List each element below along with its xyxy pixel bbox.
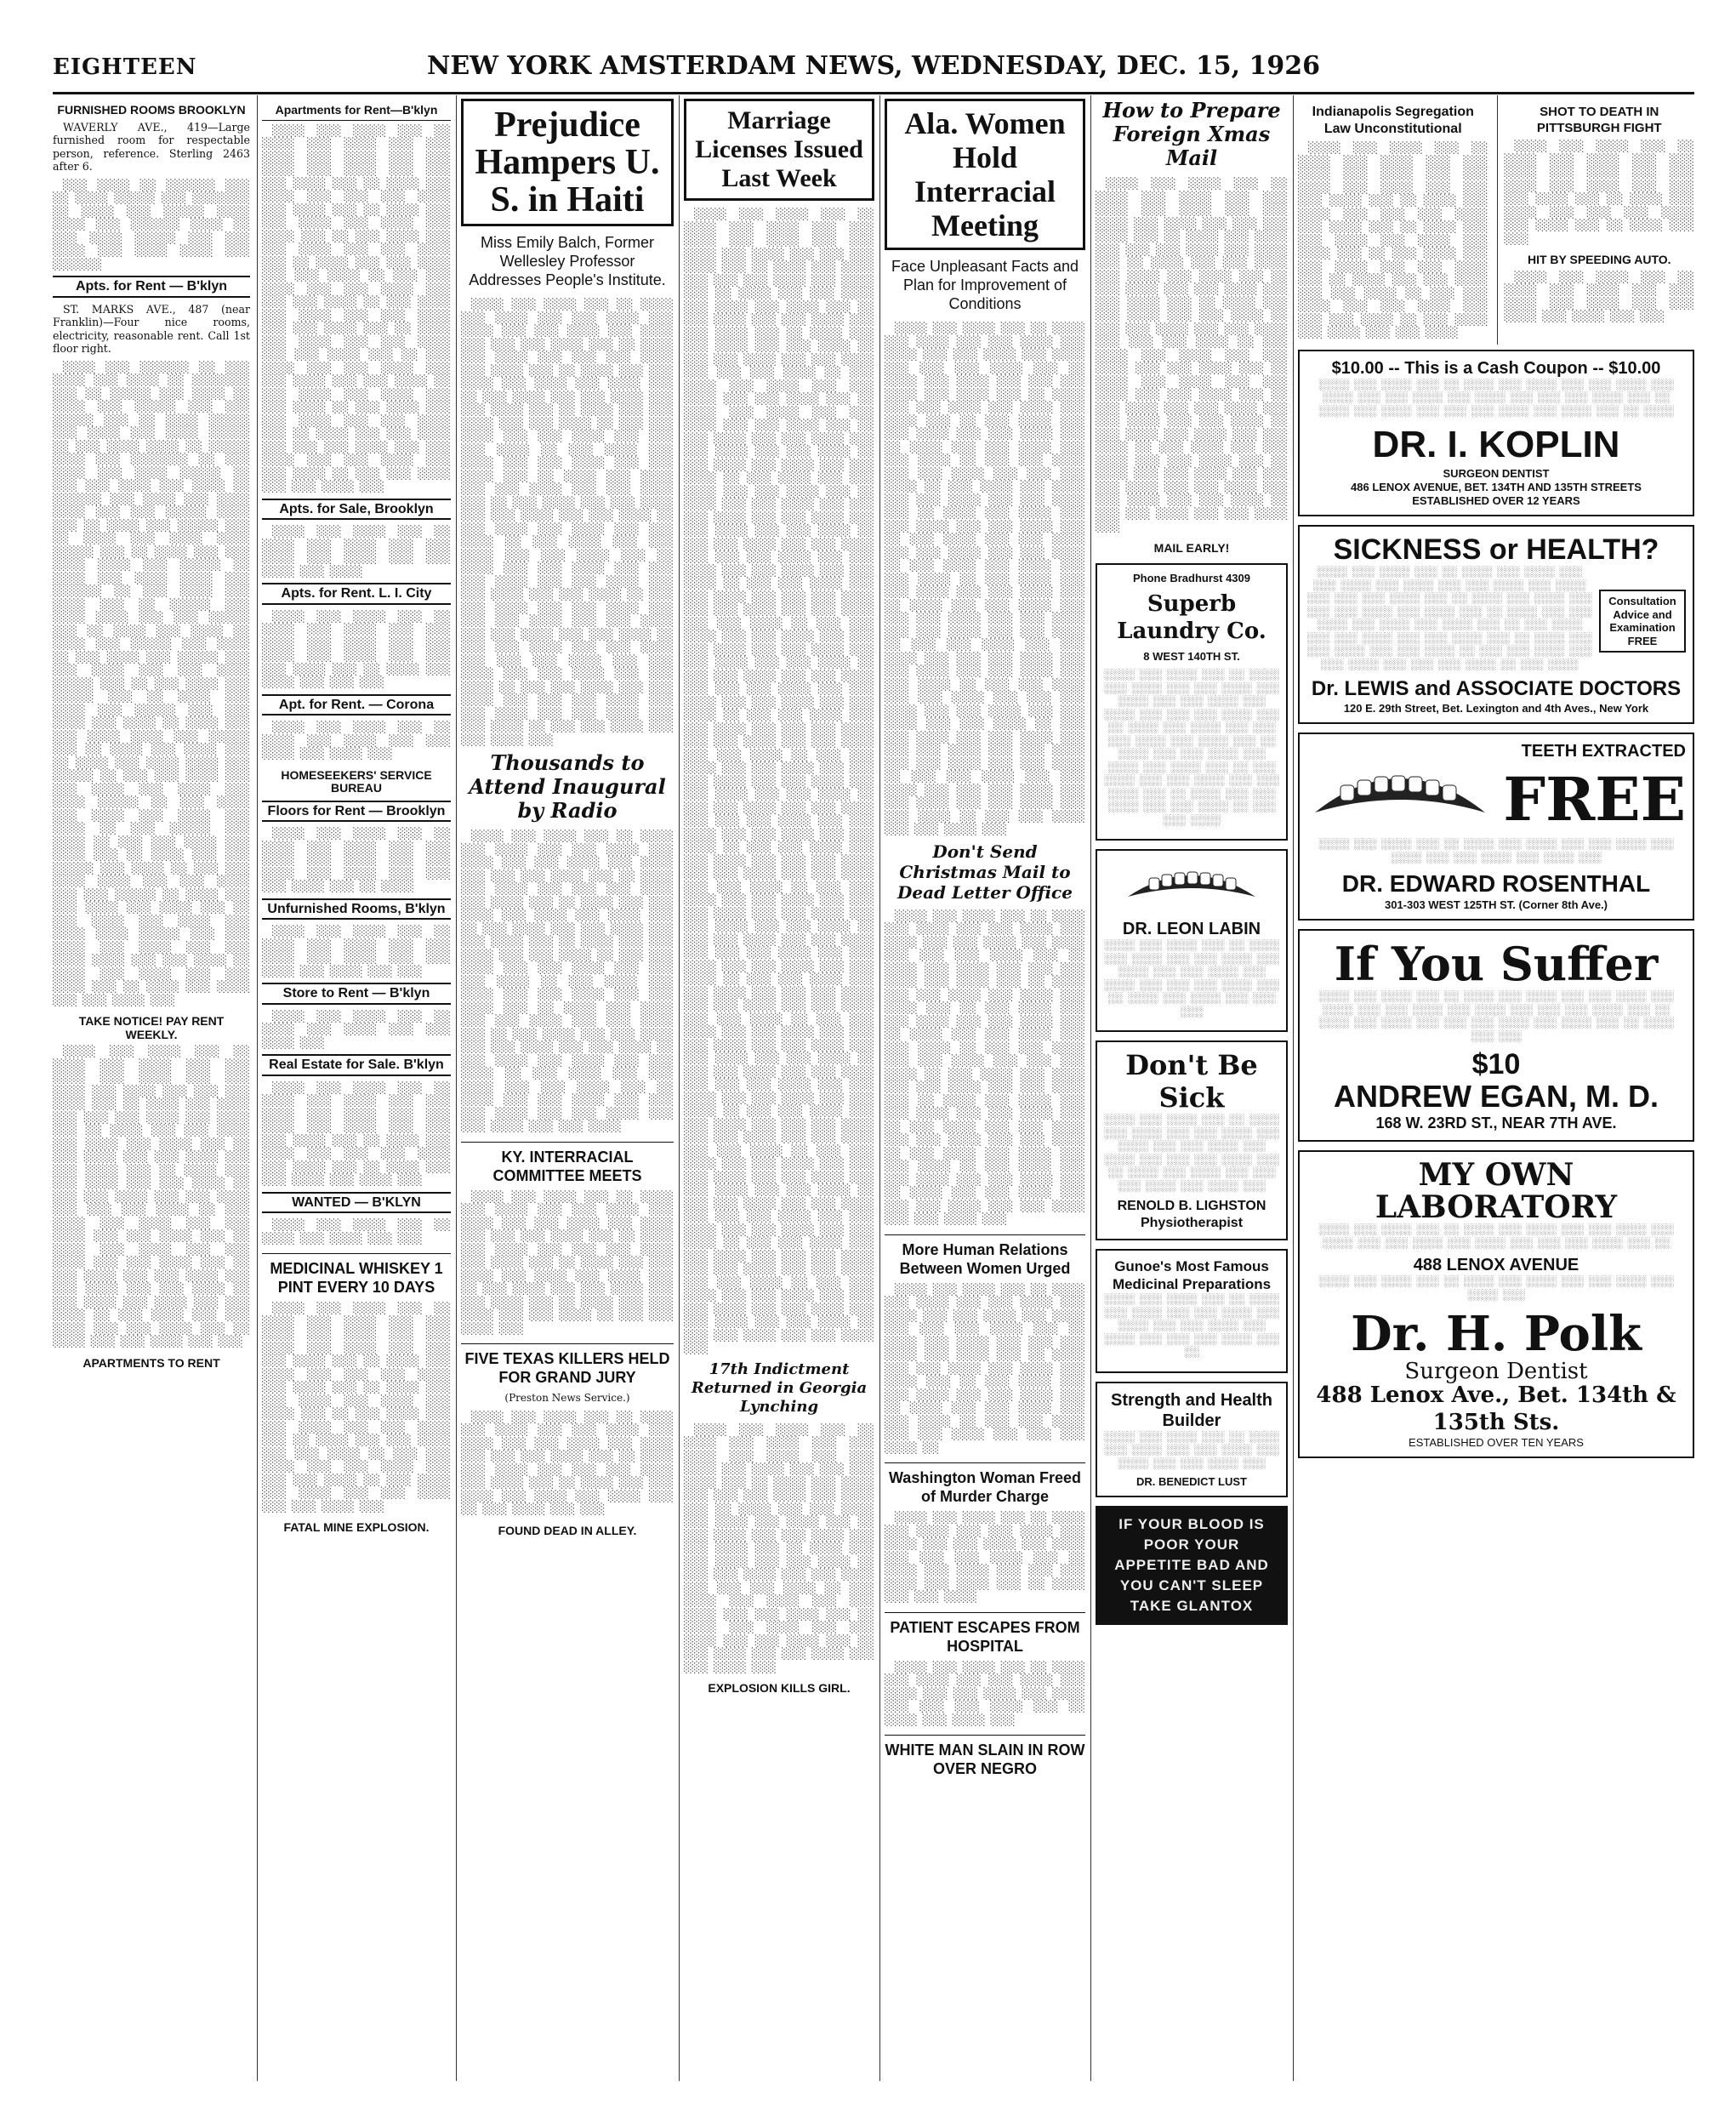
- ad-heading: HOMESEEKERS' SERVICE BUREAU: [281, 767, 432, 795]
- filler-text: ░░░░ ░░░ ░░░░ ░░░ ░░ ░░░░ ░░░ ░░░░ ░░░ ░░░ ░░░░ ░░░ ░░░░ ░░░ ░░░ ░░░░ ░░░ ░░░░ ░░░ ░░░ ░░░ ░░░░ ░░░ ░░ ░░░░ ░░░ ░░░░ ░░░ ░░░ ░░░ ░░░░ ░░░ ░░░░ ░░░ ░░ ░░░░ ░░░ ░░░ ░░░░ ░░░ ░░░░ ░░░ ░░░░ ░░░ ░░ ░░░ ░░░░ ░░░ ░░░ ░░░░ ░░░ ░░░ ░░░░ ░░░ ░░ ░░░░ ░░░ ░░░ ░░░░ ░░░ ░░░ ░░░░ ░░ ░░░ ░░░ ░░░░ ░░░ ░░░ ░░░░ ░░░ ░░░ ░░░ ░░░░ ░░ ░░░ ░░░░ ░░░ ░░░░ ░░░ ░░░ ░░░░ ░░░ ░░░ ░░░░ ░░░ ░░ ░░░░ ░░░ ░░░░ ░░░ ░░░ ░░░░ ░░░ ░░░ ░░░░ ░░░ ░░ ░░░ ░░░░ ░░░ ░░░ ░░░░ ░░░ ░░░ ░░░░ ░░░ ░░░ ░░░░ ░░ ░░░ ░░░░ ░░░ ░░░░ ░░░ ░░░ ░░░░ ░░ ░░░ ░░░░ ░░░ ░░░ ░░░░ ░░░ ░░░ ░░░░ ░░░ ░░ ░░░░ ░░░ ░░░ ░░░░ ░░░ ░░░ ░░░ ░░░░ ░░░ ░░░ ░░░░ ░░░ ░░░ ░░░░ ░░░: [885, 909, 1085, 1225]
- column-rule: [1090, 95, 1091, 2081]
- dentist-name: DR. LEON LABIN: [1122, 920, 1261, 938]
- newspaper-title: NEW YORK AMSTERDAM NEWS, WEDNESDAY, DEC. 15, 1926: [426, 51, 1321, 81]
- ad-heading: If You Suffer: [1334, 937, 1659, 991]
- section-heading: Apts. for Sale, Brooklyn: [262, 499, 451, 521]
- filler-text: ░░░░ ░░░ ░░░░ ░░░ ░░ ░░░░ ░░░ ░░░░ ░░░ ░░░ ░░░░ ░░░ ░░░░ ░░░ ░░░ ░░░░ ░░░ ░░░░ ░░░ ░░░ ░░░ ░░░░ ░░░ ░░ ░░░░: [262, 827, 451, 892]
- section-heading: Floors for Rent — Brooklyn: [262, 801, 451, 823]
- story-headline: FIVE TEXAS KILLERS HELD FOR GRAND JURY: [461, 1343, 674, 1387]
- ad-glantox: [1096, 1506, 1288, 1625]
- ad-address: 120 E. 29th Street, Bet. Lexington and 4th Aves., New York: [1343, 702, 1649, 715]
- ad-superb-laundry: [1096, 563, 1288, 841]
- wire-credit: (Preston News Service.): [504, 1392, 630, 1404]
- column-ads-mail: [1096, 95, 1288, 2081]
- ad-haelepron: [1096, 1382, 1288, 1498]
- section-heading: Store to Rent — B'klyn: [262, 983, 451, 1005]
- filler-text: ░░░░ ░░░ ░░░░ ░░░ ░░ ░░░░ ░░░ ░░░░ ░░░ ░░░ ░░░░ ░░░ ░░░░ ░░░ ░░░ ░░░░ ░░░ ░░░░: [262, 525, 451, 578]
- column-rule: [456, 95, 457, 2081]
- story-headline: How to Prepare Foreign Xmas Mail: [1102, 98, 1281, 170]
- dentist-address: 488 Lenox Ave., Bet. 134th & 135th Sts.: [1316, 1382, 1676, 1435]
- story-headline: 17th Indictment Returned in Georgia Lynching: [691, 1360, 868, 1416]
- ad-dr-leon-labin: [1096, 849, 1288, 1032]
- filler-text: ░░░░ ░░░ ░░░░ ░░░ ░░ ░░░░ ░░░ ░░░░ ░░░ ░░░ ░░░░ ░░░ ░░░░ ░░░ ░░░ ░░░░ ░░░ ░░░░ ░░░ ░░░ ░░░ ░░░░ ░░░ ░░ ░░░░ ░░░ ░░░░ ░░░ ░░░ ░░░ ░░░░ ░░░ ░░░░ ░░░ ░░ ░░░░ ░░░ ░░░ ░░░░ ░░░ ░░░░ ░░░ ░░░░ ░░░ ░░ ░░░ ░░░░ ░░░ ░░░ ░░░░ ░░░ ░░░ ░░░░ ░░░ ░░ ░░░░ ░░░ ░░░ ░░░░ ░░░ ░░░ ░░░░ ░░ ░░░ ░░░ ░░░░ ░░░ ░░░ ░░░░ ░░░ ░░░ ░░░ ░░░░ ░░ ░░░ ░░░░ ░░░ ░░░░ ░░░ ░░░ ░░░░ ░░░ ░░░ ░░░░ ░░░ ░░ ░░░░ ░░░ ░░░░ ░░░ ░░░ ░░░░ ░░░ ░░░ ░░░░ ░░░ ░░ ░░░ ░░░░ ░░░ ░░░ ░░░░ ░░░ ░░░ ░░░░ ░░░ ░░░ ░░░░ ░░ ░░░ ░░░░ ░░░ ░░░░ ░░░ ░░░ ░░░░ ░░ ░░░ ░░░░ ░░░ ░░░ ░░░░ ░░░ ░░░ ░░░░ ░░░ ░░ ░░░░ ░░░ ░░░ ░░░░ ░░░ ░░░ ░░░ ░░░░ ░░░ ░░░ ░░░░ ░░░ ░░░ ░░░░ ░░░ ░░░ ░░░░ ░░ ░░░ ░░░ ░░░░ ░░░ ░░░ ░░░░ ░░░: [1096, 177, 1288, 533]
- column-marriage-licenses: [684, 95, 874, 2081]
- filler-text: ░░░░ ░░░ ░░░░ ░░░ ░░ ░░░░ ░░░ ░░░░ ░░░ ░░░ ░░░░ ░░░ ░░░░ ░░░ ░░░ ░░░░ ░░░ ░░░░ ░░░ ░░░ ░░░ ░░░░ ░░░ ░░ ░░░░ ░░░ ░░░░ ░░░ ░░░ ░░░ ░░░░ ░░░ ░░░░ ░░░ ░░ ░░░░ ░░░ ░░░ ░░░░ ░░░ ░░░░ ░░░ ░░░░ ░░░ ░░ ░░░ ░░░░ ░░░ ░░░ ░░░░ ░░░ ░░░ ░░░░ ░░░ ░░ ░░░░ ░░░ ░░░ ░░░░ ░░░ ░░░ ░░░░ ░░ ░░░ ░░░ ░░░░ ░░░: [461, 1189, 674, 1335]
- column-news-alabama: [885, 95, 1085, 2081]
- filler-text: ░░░░ ░░░ ░░░░ ░░░ ░░ ░░░░ ░░░ ░░░░ ░░░ ░░░ ░░░░ ░░░ ░░░░ ░░░: [1318, 1275, 1674, 1301]
- filler-text: ░░░░ ░░░ ░░░░ ░░░ ░░ ░░░░ ░░░ ░░░░ ░░░ ░░░ ░░░░ ░░░ ░░░░ ░░░ ░░░ ░░░░ ░░░ ░░░░ ░░░ ░░░: [1504, 270, 1694, 322]
- page-number: EIGHTEEN: [53, 54, 197, 80]
- ad-rosenthal: [1298, 733, 1694, 921]
- filler-text: ░░░░ ░░░ ░░░░ ░░░ ░░ ░░░░ ░░░ ░░░░ ░░░ ░░░ ░░░░ ░░░ ░░░░ ░░░ ░░░ ░░░░ ░░░ ░░░░ ░░░ ░░░ ░░░ ░░░░ ░░░ ░░ ░░░░ ░░░ ░░░░ ░░░ ░░░ ░░░ ░░░░ ░░░ ░░░░ ░░░ ░░ ░░░░ ░░░ ░░░ ░░░░ ░░░ ░░░░ ░░░ ░░░░ ░░░ ░░ ░░░ ░░░░ ░░░ ░░░ ░░░░ ░░░ ░░░ ░░░░ ░░░ ░░ ░░░░ ░░░ ░░░ ░░░░ ░░░ ░░░ ░░░░ ░░ ░░░ ░░░ ░░░░ ░░░ ░░░ ░░░░ ░░░ ░░░ ░░░ ░░░░ ░░ ░░░ ░░░░ ░░░ ░░░░ ░░░ ░░░ ░░░░ ░░░ ░░░ ░░░░ ░░░ ░░ ░░░░ ░░░ ░░░░ ░░░ ░░░ ░░░░ ░░░ ░░░ ░░░░ ░░░ ░░ ░░░ ░░░░ ░░░ ░░░ ░░░░ ░░░ ░░░ ░░░░ ░░░ ░░░ ░░░░ ░░ ░░░ ░░░░ ░░░ ░░░░ ░░░ ░░░ ░░░░ ░░ ░░░ ░░░░ ░░░ ░░░ ░░░░ ░░░ ░░░ ░░░░ ░░░ ░░ ░░░░ ░░░ ░░░ ░░░░ ░░░ ░░░ ░░░ ░░░░ ░░░ ░░░ ░░░░ ░░░ ░░░ ░░░░ ░░░ ░░░ ░░░░ ░░ ░░░ ░░░ ░░░░ ░░░ ░░░ ░░░░ ░░░ ░░░ ░░░ ░░░░ ░░░ ░░░ ░░░░ ░░░ ░░░ ░░░░ ░░░ ░░░ ░░░░ ░░ ░░░ ░░░ ░░░░ ░░░ ░░░ ░░░░ ░░░ ░░░ ░░░ ░░░░ ░░░ ░░░ ░░░░ ░░░ ░░░ ░░░░ ░░░ ░░░ ░░░░ ░░ ░░░ ░░░ ░░░░ ░░░ ░░░ ░░░░ ░░░ ░░░ ░░░ ░░░░ ░░░ ░░░ ░░░░ ░░░ ░░░ ░░░░ ░░░ ░░░ ░░░░ ░░ ░░░ ░░░ ░░░░ ░░░ ░░░ ░░░░ ░░░ ░░░ ░░░ ░░░░ ░░░ ░░░ ░░░░ ░░░ ░░░ ░░░░ ░░░ ░░░ ░░░░ ░░ ░░░ ░░░ ░░░░ ░░░ ░░░ ░░░░ ░░░ ░░░ ░░░ ░░░░ ░░░ ░░░ ░░░░ ░░░ ░░░ ░░░░ ░░░ ░░░ ░░░░ ░░ ░░░ ░░░ ░░░░ ░░░ ░░░ ░░░░ ░░░ ░░░ ░░░ ░░░░ ░░░ ░░░ ░░░░ ░░░ ░░░ ░░░░ ░░░ ░░░ ░░░░ ░░ ░░░ ░░░ ░░░░ ░░░ ░░░ ░░░░ ░░░ ░░░ ░░░ ░░░░ ░░░ ░░░ ░░░░ ░░░ ░░░ ░░░░ ░░░ ░░░ ░░░░ ░░ ░░░ ░░░ ░░░░ ░░░ ░░░ ░░░░ ░░░ ░░░ ░░░ ░░░░ ░░░ ░░░ ░░░░ ░░░ ░░░ ░░░░ ░░░ ░░░ ░░░░ ░░ ░░░ ░░░ ░░░░ ░░░ ░░░ ░░░░ ░░░ ░░░ ░░░ ░░░░ ░░░ ░░░ ░░░░ ░░░ ░░░ ░░░░ ░░░ ░░░ ░░░░ ░░ ░░░ ░░░ ░░░░ ░░░ ░░░ ░░░░ ░░░ ░░░ ░░░ ░░░░ ░░░ ░░░ ░░░░ ░░░ ░░░ ░░░░ ░░░ ░░░ ░░░░ ░░ ░░░ ░░░ ░░░░ ░░░ ░░░ ░░░░ ░░░ ░░░ ░░░ ░░░░ ░░░ ░░░ ░░░░ ░░░ ░░░ ░░░░ ░░░ ░░░ ░░░░ ░░ ░░░ ░░░ ░░░░ ░░░ ░░░ ░░░░ ░░░ ░░░ ░░░ ░░░░ ░░░ ░░░ ░░░░ ░░░ ░░░ ░░░░ ░░░ ░░░ ░░░░ ░░ ░░░ ░░░ ░░░░ ░░░ ░░░ ░░░░ ░░░ ░░░ ░░░ ░░░░ ░░░ ░░░ ░░░░ ░░░ ░░░ ░░░░ ░░░ ░░░ ░░░░ ░░ ░░░ ░░░ ░░░░ ░░░ ░░░ ░░░░ ░░░ ░░░ ░░░ ░░░░ ░░░ ░░░ ░░░░ ░░░ ░░░ ░░░░ ░░░ ░░░ ░░░░ ░░ ░░░ ░░░ ░░░░ ░░░ ░░░ ░░░░ ░░░ ░░░ ░░░ ░░░░ ░░░ ░░░ ░░░░ ░░░ ░░░ ░░░░ ░░░ ░░░ ░░░░ ░░ ░░░ ░░░ ░░░░ ░░░ ░░░ ░░░░ ░░░ ░░░ ░░░ ░░░░ ░░░ ░░░ ░░░░ ░░░ ░░░ ░░░░ ░░░ ░░░ ░░░░ ░░ ░░░ ░░░ ░░░░ ░░░ ░░░ ░░░░ ░░░ ░░░ ░░░ ░░░░ ░░░ ░░░ ░░░░ ░░░ ░░░ ░░░░ ░░░ ░░░ ░░░░ ░░ ░░░ ░░░ ░░░░ ░░░ ░░░ ░░░░ ░░░ ░░░ ░░░ ░░░░ ░░░ ░░░ ░░░░ ░░░ ░░░ ░░░░ ░░░ ░░░ ░░░░ ░░ ░░░ ░░░ ░░░░ ░░░ ░░░ ░░░░ ░░░: [684, 208, 874, 1354]
- filler-text: ░░░░ ░░░ ░░░░ ░░░ ░░ ░░░░ ░░░ ░░░░ ░░░ ░░░: [262, 1218, 451, 1245]
- section-heading: FURNISHED ROOMS BROOKLYN: [57, 103, 246, 117]
- ad-heading: Strength and Health Builder: [1110, 1390, 1272, 1430]
- filler-text: ░░░░ ░░░ ░░░░ ░░░ ░░ ░░░░ ░░░ ░░░░ ░░░ ░░░ ░░░░ ░░░ ░░░░ ░░░ ░░░ ░░░░ ░░░ ░░░░ ░░░ ░░░: [262, 925, 451, 978]
- ad-heading: Don't Be Sick: [1125, 1049, 1258, 1114]
- story-headline: More Human Relations Between Women Urged: [885, 1234, 1085, 1278]
- story-headline: MEDICINAL WHISKEY 1 PINT EVERY 10 DAYS: [262, 1253, 451, 1297]
- filler-text: ░░░░ ░░░ ░░░░ ░░░ ░░ ░░░░ ░░░ ░░░░ ░░░ ░░░ ░░░░ ░░░ ░░░░ ░░░ ░░░ ░░░░ ░░░ ░░░░ ░░░ ░░░ ░░░ ░░░░ ░░░ ░░ ░░░░ ░░░ ░░░░ ░░░ ░░░ ░░░ ░░░░ ░░░ ░░░░ ░░░ ░░ ░░░░ ░░░ ░░░ ░░░░ ░░░ ░░░░ ░░░ ░░░░ ░░░ ░░ ░░░ ░░░░ ░░░ ░░░ ░░░░ ░░░ ░░░ ░░░░ ░░░ ░░ ░░░░ ░░░ ░░░ ░░░░ ░░░ ░░░ ░░░░ ░░ ░░░ ░░░ ░░░░ ░░░ ░░░ ░░░░ ░░░ ░░░ ░░░ ░░░░ ░░ ░░░ ░░░░ ░░░ ░░░░ ░░░ ░░░ ░░░░: [1298, 141, 1488, 339]
- ad-heading: MY OWN LABORATORY: [1375, 1157, 1618, 1225]
- doctor-name: ANDREW EGAN, M. D.: [1334, 1079, 1659, 1114]
- filler-text: ░░░░ ░░░ ░░░░ ░░░ ░░ ░░░░ ░░░ ░░░░ ░░░ ░░░ ░░░░ ░░░ ░░░░ ░░░ ░░░ ░░░░ ░░░ ░░░░ ░░░ ░░░ ░░░ ░░░░ ░░░ ░░ ░░░░ ░░░ ░░░░ ░░░ ░░░ ░░░ ░░░░ ░░░ ░░░░ ░░░ ░░ ░░░░ ░░░ ░░░ ░░░░ ░░░ ░░░░ ░░░ ░░░░ ░░░ ░░ ░░░ ░░░░ ░░░ ░░░ ░░░░ ░░░ ░░░ ░░░░ ░░░ ░░ ░░░░ ░░░ ░░░ ░░░░ ░░░ ░░░ ░░░░ ░░ ░░░ ░░░ ░░░░: [1104, 669, 1279, 826]
- filler-text: ░░░░ ░░░ ░░░░ ░░░ ░░ ░░░░ ░░░ ░░░░ ░░░ ░░░ ░░░░ ░░░ ░░░░ ░░░ ░░░ ░░░░ ░░░ ░░░░ ░░░ ░░░ ░░░ ░░░░ ░░░ ░░ ░░░░ ░░░ ░░░░ ░░░ ░░░ ░░░ ░░░░ ░░░ ░░░░ ░░░ ░░ ░░░░ ░░░ ░░░ ░░░░ ░░░ ░░░░ ░░░ ░░░░ ░░░ ░░ ░░░ ░░░░ ░░░ ░░░ ░░░░ ░░░ ░░░ ░░░░ ░░░ ░░ ░░░░ ░░░ ░░░ ░░░░ ░░░ ░░░ ░░░░ ░░ ░░░ ░░░ ░░░░ ░░░ ░░░ ░░░░ ░░░ ░░░ ░░░ ░░░░ ░░ ░░░ ░░░░ ░░░ ░░░░ ░░░ ░░░ ░░░░ ░░░ ░░░ ░░░░ ░░░: [262, 1302, 451, 1513]
- column-classifieds-1: [53, 95, 250, 2081]
- column-rule: [1293, 95, 1294, 2081]
- filler-text: ░░░░ ░░░ ░░░░ ░░░ ░░ ░░░░ ░░░ ░░░░ ░░░ ░░░ ░░░░ ░░░: [262, 1009, 451, 1049]
- story-headline: Washington Woman Freed of Murder Charge: [885, 1462, 1085, 1506]
- filler-text: ░░░░ ░░░ ░░░░ ░░░ ░░ ░░░░ ░░░ ░░░░ ░░░ ░░░ ░░░░ ░░░ ░░░░ ░░░ ░░░ ░░░░ ░░░ ░░░░ ░░░ ░░░ ░░░ ░░░░ ░░░ ░░ ░░░░ ░░░ ░░░░ ░░░ ░░░ ░░░ ░░░░ ░░░ ░░░░ ░░░ ░░ ░░░░ ░░░ ░░░: [1504, 140, 1694, 245]
- doctor-address: 168 W. 23RD ST., NEAR 7TH AVE.: [1375, 1115, 1617, 1132]
- filler-text: ░░░ ░░░░ ░░ ░░░░░░ ░░░ ░░ ░░░░ ░░░░░ ░░░ ░░░░░░░ ░░ ░░░░ ░░░ ░░░░░ ░░░░ ░░░░ ░░░ ░░░░░░ ░░░░ ░░ ░░░ ░░░░ ░░░░░ ░░░ ░░░ ░░░░ ░░░ ░░░░ ░░░░ ░░░ ░░░░░░: [53, 178, 250, 271]
- ad-lewis-doctors: [1298, 525, 1694, 724]
- story-headline: HIT BY SPEEDING AUTO.: [1527, 253, 1671, 266]
- filler-text: ░░░░ ░░░ ░░░░ ░░░ ░░ ░░░░ ░░░ ░░░░ ░░░ ░░░ ░░░░ ░░░ ░░░░ ░░░ ░░░ ░░░░ ░░░ ░░░░ ░░░ ░░░ ░░░ ░░░░ ░░░ ░░ ░░░░ ░░░ ░░░░ ░░░ ░░░ ░░░ ░░░░ ░░░ ░░░░ ░░░ ░░ ░░░░ ░░░ ░░░ ░░░░ ░░░ ░░░░ ░░░: [262, 1080, 451, 1186]
- dentist-address: 301-303 WEST 125TH ST. (Corner 8th Ave.): [1384, 898, 1608, 911]
- ad-heading: IF YOUR BLOOD IS POOR YOUR APPETITE BAD AND YOU CAN'T SLEEP TAKE GLANTOX: [1114, 1516, 1269, 1614]
- main-headline: Ala. Women Hold Interracial Meeting: [885, 99, 1085, 250]
- filler-text: ░░░░ ░░░ ░░░░ ░░░ ░░ ░░░░ ░░░ ░░░░ ░░░ ░░░ ░░░░ ░░░ ░░░░ ░░░ ░░░ ░░░░ ░░░ ░░░░ ░░░ ░░░ ░░░ ░░░░ ░░░ ░░ ░░░░ ░░░ ░░░░ ░░░ ░░░ ░░░ ░░░░ ░░░ ░░░░ ░░░ ░░ ░░░░ ░░░ ░░░ ░░░░ ░░░ ░░░░ ░░░ ░░░░ ░░░ ░░ ░░░ ░░░░ ░░░ ░░░ ░░░░ ░░░ ░░░ ░░░░ ░░░ ░░ ░░░░ ░░░ ░░░ ░░░░ ░░░ ░░░ ░░░░ ░░ ░░░ ░░░ ░░░░ ░░░ ░░░ ░░░░ ░░░ ░░░ ░░░ ░░░░ ░░ ░░░ ░░░░ ░░░ ░░░░ ░░░ ░░░ ░░░░ ░░░ ░░░ ░░░░ ░░░ ░░ ░░░░ ░░░ ░░░░ ░░░ ░░░ ░░░░ ░░░ ░░░ ░░░░ ░░░ ░░ ░░░ ░░░░ ░░░ ░░░ ░░░░ ░░░ ░░░ ░░░░ ░░░ ░░░ ░░░░ ░░ ░░░ ░░░░ ░░░ ░░░░ ░░░ ░░░ ░░░░ ░░ ░░░ ░░░░ ░░░ ░░░ ░░░░ ░░░ ░░░ ░░░░ ░░░ ░░ ░░░░ ░░░ ░░░ ░░░░ ░░░ ░░░: [53, 1045, 250, 1348]
- filler-text: ░░░░ ░░░ ░░░░ ░░░ ░░ ░░░░ ░░░ ░░░░ ░░░ ░░░ ░░░░ ░░░ ░░░░ ░░░ ░░░ ░░░░ ░░░ ░░░░ ░░░ ░░░ ░░░ ░░░░ ░░░ ░░ ░░░░ ░░░ ░░░░ ░░░ ░░░ ░░░ ░░░░ ░░░ ░░░░ ░░░ ░░ ░░░░ ░░░ ░░░ ░░░░: [885, 1511, 1085, 1603]
- filler-text: ░░░░ ░░░ ░░░░ ░░░ ░░ ░░░░ ░░░ ░░░░ ░░░ ░░░ ░░░░ ░░░ ░░░░ ░░░ ░░░ ░░░░ ░░░ ░░░░ ░░░ ░░░ ░░░ ░░░░ ░░░ ░░ ░░░░ ░░░ ░░░░ ░░░ ░░░ ░░░ ░░░░ ░░░ ░░░░ ░░░: [1104, 1114, 1279, 1192]
- section-heading: Apts. for Rent — B'klyn: [53, 276, 250, 298]
- column-classifieds-2: [262, 95, 451, 2081]
- headline-deck: Miss Emily Balch, Former Wellesley Professor Addresses People's Institute.: [469, 234, 666, 288]
- filler-text: ░░░░ ░░░ ░░░░ ░░░ ░░ ░░░░ ░░░ ░░░░ ░░░ ░░░ ░░░░ ░░░ ░░░░ ░░░ ░░░ ░░░░ ░░░ ░░░░ ░░░ ░░░ ░░░ ░░░░ ░░░ ░░ ░░░░ ░░░ ░░░░ ░░░ ░░░ ░░░ ░░░░ ░░░ ░░░░ ░░░ ░░ ░░░░ ░░░ ░░░ ░░░░ ░░░ ░░░░ ░░░ ░░░░ ░░░ ░░ ░░░ ░░░░ ░░░ ░░░ ░░░░ ░░░ ░░░ ░░░░ ░░░ ░░ ░░░░ ░░░ ░░░ ░░░░ ░░░ ░░░ ░░░░ ░░ ░░░ ░░░ ░░░░ ░░░ ░░░ ░░░░ ░░░ ░░░ ░░░ ░░░░ ░░ ░░░ ░░░░: [1306, 566, 1592, 670]
- section-heading: Unfurnished Rooms, B'klyn: [262, 898, 451, 921]
- filler-text: ░░░░ ░░░ ░░░░ ░░░ ░░ ░░░░ ░░░ ░░░░ ░░░ ░░░ ░░░░ ░░░ ░░░░ ░░░ ░░░ ░░░░ ░░░ ░░░░ ░░░: [1318, 838, 1674, 864]
- filler-text: ░░░░ ░░░ ░░░░ ░░░ ░░ ░░░░ ░░░ ░░░░ ░░░ ░░░ ░░░░ ░░░ ░░░░ ░░░ ░░░ ░░░░ ░░░ ░░░░ ░░░ ░░░ ░░░ ░░░░ ░░░ ░░ ░░░░ ░░░ ░░░░ ░░░ ░░░ ░░░ ░░░░ ░░░ ░░░░ ░░░ ░░ ░░░░: [1318, 378, 1674, 417]
- story-headline: PATIENT ESCAPES FROM HOSPITAL: [885, 1612, 1085, 1656]
- dentist-title: Surgeon Dentist: [1404, 1359, 1588, 1384]
- headline-deck: Face Unpleasant Facts and Plan for Improvement of Conditions: [891, 258, 1079, 312]
- filler-text: ░░░░ ░░░ ░░░░ ░░░ ░░ ░░░░ ░░░ ░░░░ ░░░ ░░░ ░░░░ ░░░ ░░░░ ░░░ ░░░ ░░░░ ░░░ ░░░░ ░░░ ░░░ ░░░ ░░░░ ░░░ ░░ ░░░░ ░░░ ░░░░ ░░░ ░░░ ░░░ ░░░░ ░░░ ░░░░ ░░░ ░░ ░░░░ ░░░ ░░░ ░░░░ ░░░ ░░░░ ░░░ ░░░░ ░░░ ░░ ░░░ ░░░░ ░░░ ░░░ ░░░░ ░░░ ░░░ ░░░░ ░░░ ░░ ░░░░ ░░░ ░░░ ░░░░ ░░░ ░░░ ░░░░ ░░ ░░░ ░░░ ░░░░ ░░░ ░░░ ░░░░ ░░░ ░░░ ░░░ ░░░░ ░░ ░░░ ░░░░ ░░░ ░░░░ ░░░ ░░░ ░░░░ ░░░ ░░░ ░░░░ ░░░ ░░ ░░░░ ░░░ ░░░░ ░░░ ░░░ ░░░░ ░░░ ░░░ ░░░░ ░░░ ░░ ░░░ ░░░░ ░░░ ░░░ ░░░░ ░░░ ░░░ ░░░░ ░░░ ░░░ ░░░░ ░░ ░░░ ░░░░ ░░░ ░░░░ ░░░ ░░░ ░░░░ ░░ ░░░ ░░░░ ░░░ ░░░ ░░░░ ░░░ ░░░ ░░░░ ░░░ ░░ ░░░░ ░░░ ░░░ ░░░░ ░░░ ░░░ ░░░ ░░░░ ░░░ ░░░ ░░░░ ░░░ ░░░ ░░░░ ░░░ ░░░ ░░░░ ░░ ░░░ ░░░ ░░░░ ░░░ ░░░ ░░░░ ░░░ ░░░ ░░░ ░░░░ ░░░ ░░░ ░░░░ ░░░ ░░░ ░░░░ ░░░ ░░░ ░░░░ ░░ ░░░ ░░░ ░░░░ ░░░ ░░░ ░░░░ ░░░ ░░░ ░░░ ░░░░ ░░░ ░░░ ░░░░ ░░░ ░░░ ░░░░ ░░░ ░░░ ░░░░ ░░ ░░░ ░░░ ░░░░ ░░░ ░░░ ░░░░ ░░░ ░░░ ░░░ ░░░░ ░░░ ░░░ ░░░░ ░░░ ░░░ ░░░░ ░░░ ░░░ ░░░░ ░░ ░░░ ░░░ ░░░░ ░░░ ░░░ ░░░░ ░░░: [461, 298, 674, 746]
- ad-gunoe-preparations: [1096, 1249, 1288, 1373]
- top-news-row: [1298, 95, 1694, 345]
- ad-heading: TEETH EXTRACTED: [1521, 742, 1686, 761]
- ad-signature: DR. BENEDICT LUST: [1136, 1475, 1247, 1488]
- laundry-name: Superb Laundry Co.: [1117, 591, 1266, 644]
- ad-polk: [1298, 1150, 1694, 1458]
- dentist-address: 486 LENOX AVENUE, BET. 134TH AND 135TH STREETS: [1351, 481, 1642, 493]
- practitioner-name: RENOLD B. LIGHSTON Physiotherapist: [1117, 1199, 1266, 1230]
- ad-heading: SICKNESS or HEALTH?: [1333, 533, 1659, 566]
- filler-text: ░░░░ ░░░ ░░░░ ░░░ ░░ ░░░░ ░░░ ░░░░ ░░░ ░░░ ░░░░ ░░░ ░░░░ ░░░ ░░░ ░░░░ ░░░ ░░░░ ░░░ ░░░ ░░░ ░░░░ ░░░ ░░ ░░░░ ░░░ ░░░░ ░░░ ░░░ ░░░ ░░░░ ░░░ ░░░░ ░░░ ░░ ░░░░ ░░░ ░░░ ░░░░ ░░░ ░░░░ ░░░ ░░░░ ░░░ ░░ ░░░ ░░░░ ░░░ ░░░ ░░░░ ░░░ ░░░ ░░░░ ░░░ ░░ ░░░░ ░░░ ░░░ ░░░░ ░░░ ░░░ ░░░░ ░░ ░░░ ░░░ ░░░░ ░░░ ░░░ ░░░░ ░░░ ░░░ ░░░ ░░░░ ░░ ░░░ ░░░░ ░░░ ░░░░ ░░░ ░░░ ░░░░ ░░░ ░░░ ░░░░ ░░░ ░░ ░░░░ ░░░ ░░░░ ░░░ ░░░ ░░░░ ░░░ ░░░ ░░░░ ░░░ ░░ ░░░ ░░░░ ░░░ ░░░ ░░░░ ░░░ ░░░ ░░░░ ░░░ ░░░ ░░░░ ░░ ░░░ ░░░░ ░░░ ░░░░ ░░░ ░░░ ░░░░ ░░ ░░░ ░░░░ ░░░ ░░░ ░░░░ ░░░ ░░░ ░░░░ ░░░ ░░ ░░░░ ░░░ ░░░ ░░░░ ░░░ ░░░ ░░░ ░░░░ ░░░ ░░░ ░░░░ ░░░ ░░░ ░░░░ ░░░ ░░░ ░░░░ ░░ ░░░ ░░░ ░░░░ ░░░ ░░░ ░░░░ ░░░: [262, 123, 451, 493]
- section-heading: WANTED — B'KLYN: [262, 1192, 451, 1214]
- dentist-established: ESTABLISHED OVER TEN YEARS: [1409, 1436, 1584, 1449]
- section-heading: Apts. for Rent. L. I. City: [262, 583, 451, 605]
- ad-koplin: [1298, 350, 1694, 517]
- section-heading: Real Estate for Sale. B'klyn: [262, 1054, 451, 1076]
- dentist-name: DR. EDWARD ROSENTHAL: [1341, 870, 1651, 897]
- column-ads-right: [1298, 95, 1694, 2081]
- price-label: $10: [1471, 1048, 1521, 1080]
- consultation-box: Consultation Advice and Examination FREE: [1599, 590, 1686, 653]
- column-rule: [257, 95, 258, 2081]
- laundry-address: 8 WEST 140TH ST.: [1143, 650, 1240, 663]
- filler-text: ░░░░ ░░░ ░░░░ ░░░ ░░ ░░░░ ░░░ ░░░░ ░░░ ░░░ ░░░░ ░░░ ░░░░ ░░░: [262, 721, 451, 760]
- filler-text: ░░░░ ░░░ ░░░░ ░░░ ░░ ░░░░ ░░░ ░░░░ ░░░ ░░░ ░░░░ ░░░ ░░░░ ░░░ ░░░ ░░░░ ░░░ ░░░░ ░░░ ░░░ ░░░ ░░░░ ░░░ ░░ ░░░░ ░░░ ░░░░ ░░░ ░░░ ░░░ ░░░░ ░░░ ░░░░ ░░░ ░░ ░░░░ ░░░ ░░░ ░░░░ ░░░ ░░░░ ░░░ ░░░░ ░░░ ░░ ░░░ ░░░░ ░░░ ░░░ ░░░░ ░░░ ░░░ ░░░░ ░░░ ░░ ░░░░ ░░░ ░░░ ░░░░ ░░░ ░░░ ░░░░ ░░ ░░░ ░░░ ░░░░ ░░░ ░░░ ░░░░ ░░░ ░░░ ░░░ ░░░░ ░░ ░░░ ░░░░ ░░░ ░░░░ ░░░ ░░░ ░░░░ ░░░ ░░░ ░░░░ ░░░ ░░ ░░░░ ░░░ ░░░░ ░░░ ░░░ ░░░░ ░░░ ░░░ ░░░░ ░░░ ░░ ░░░ ░░░░ ░░░ ░░░ ░░░░ ░░░ ░░░ ░░░░ ░░░: [684, 1422, 874, 1673]
- section-heading: APARTMENTS TO RENT: [83, 1355, 220, 1370]
- story-headline: Don't Send Christmas Mail to Dead Letter Office: [897, 841, 1073, 903]
- story-headline: Thousands to Attend Inaugural by Radio: [469, 750, 666, 823]
- dentist-name: DR. I. KOPLIN: [1372, 424, 1620, 465]
- section-heading: Apartments for Rent—B'klyn: [262, 104, 451, 121]
- filler-text: ░░░░ ░░░ ░░░░ ░░░ ░░ ░░░░ ░░░ ░░░░ ░░░ ░░░ ░░░░ ░░░ ░░░░ ░░░ ░░░ ░░░░ ░░░ ░░░░ ░░░ ░░░ ░░░ ░░░░ ░░░ ░░: [1104, 1293, 1279, 1358]
- story-headline: Indianapolis Segregation Law Unconstitutional: [1312, 105, 1474, 136]
- filler-text: ░░░░ ░░░ ░░░░ ░░░ ░░ ░░░░ ░░░ ░░░░ ░░░ ░░░ ░░░░ ░░░ ░░░░ ░░░ ░░░ ░░░░ ░░░ ░░░░ ░░░ ░░░ ░░░ ░░░░ ░░░ ░░ ░░░░ ░░░ ░░░░ ░░░ ░░░ ░░░ ░░░░ ░░░ ░░░░ ░░░ ░░ ░░░░ ░░░ ░░░: [1318, 990, 1674, 1042]
- filler-text: ░░░░ ░░░ ░░░░ ░░░ ░░ ░░░░ ░░░ ░░░░ ░░░ ░░░ ░░░░ ░░░ ░░░░ ░░░ ░░░ ░░░░ ░░░ ░░░░ ░░░ ░░░ ░░░ ░░░░ ░░░ ░░ ░░░░ ░░░ ░░░░ ░░░ ░░░ ░░░ ░░░░ ░░░ ░░░░ ░░░ ░░ ░░░░ ░░░ ░░░ ░░░░ ░░░ ░░░░ ░░░ ░░░░ ░░░ ░░ ░░░ ░░░░ ░░░ ░░░ ░░░░ ░░░ ░░░ ░░░░ ░░░ ░░ ░░░░ ░░░ ░░░ ░░░░ ░░░ ░░░ ░░░░ ░░ ░░░ ░░░ ░░░░ ░░░ ░░░ ░░░░ ░░░ ░░░ ░░░ ░░░░ ░░: [885, 1282, 1085, 1454]
- filler-text: ░░░░ ░░░ ░░░░░░ ░░ ░░░ ░░░░ ░░░ ░░░░ ░░ ░░░░░░░ ░░░ ░░ ░░░░░ ░░░ ░░░░ ░░ ░░░░ ░░░ ░░░░░ ░░░ ░░░ ░░░░░ ░░░ ░░ ░░░░ ░░░░░ ░░░ ░░░░ ░░░ ░░░░ ░░░░░ ░░ ░░░ ░░░░ ░░░░ ░░ ░░░░░ ░░░░ ░░░ ░░░░░░░ ░░ ░░░ ░░░░ ░░░ ░░░░ ░░░░░ ░░ ░░░ ░░░ ░░░░ ░░░ ░░░░ ░░ ░░░░░░ ░░░ ░░░░ ░░░ ░░░░ ░░░░ ░░░ ░░░ ░░░░░ ░░░░ ░░░ ░░ ░░░░ ░░░ ░░░░░ ░░░ ░░ ░░░░ ░░░ ░░░░ ░░░░ ░░░░░ ░░░ ░░ ░░░░ ░░░ ░░░ ░░░░ ░░░░ ░░░ ░░░░░ ░░ ░░░░ ░░░ ░░░░ ░░░░ ░░░ ░░░░░░ ░░ ░░░ ░░░░ ░░░ ░░░░ ░░░ ░░ ░░░░░ ░░░ ░░░░ ░░░░ ░░░ ░░░ ░░░░░ ░░░ ░░ ░░░░ ░░░ ░░░░ ░░ ░░░░ ░░░ ░░░░░ ░░░ ░░░░ ░░ ░░░ ░░░░ ░░░ ░░░░░ ░░░ ░░░ ░░░░ ░░░ ░░░ ░░░░ ░░░░░ ░░░ ░░ ░░░ ░░░░ ░░░ ░░░░░ ░░░ ░░ ░░░░ ░░░ ░░░░ ░░░ ░░░░░ ░░░ ░░░ ░░░░ ░░░ ░░░░ ░░ ░░░░ ░░░ ░░░ ░░░░ ░░░░ ░░░ ░░░░░ ░░░ ░░ ░░░░ ░░░ ░░░░ ░░░ ░░ ░░░░ ░░░ ░░░░ ░░░░ ░░░ ░░░░░ ░░ ░░░ ░░░ ░░░░ ░░░ ░░░ ░░░░ ░░░ ░░░░ ░░░ ░░░░ ░░░░░ ░░ ░░░ ░░░░ ░░░ ░░░░ ░░░ ░░░░ ░░░ ░░░░ ░░ ░░░ ░░░░░ ░░░ ░░░░ ░░ ░░░ ░░░ ░░░░ ░░░ ░░░░ ░░░ ░░ ░░░░ ░░░ ░░░ ░░░░░ ░░░ ░░░░ ░░ ░░░ ░░░ ░░░░ ░░░░ ░░░ ░░░ ░░░░ ░░░ ░░░ ░░░░░ ░░ ░░░░ ░░░ ░░░ ░░░░ ░░░ ░░░░ ░░░ ░░ ░░░ ░░░░ ░░░ ░░░░ ░░░ ░░░░ ░░░░ ░░░░░ ░░░ ░░░ ░░░░ ░░░ ░░░░ ░░░ ░░░ ░░░░ ░░░░ ░░░ ░░░ ░░░░ ░░ ░░░░ ░░░ ░░░░ ░░░ ░░░ ░░░░ ░░░ ░░ ░░░░ ░░░ ░░░░ ░░░ ░░░ ░░░░ ░░░: [53, 360, 250, 1006]
- ad-signature: Dr. LEWIS and ASSOCIATE DOCTORS: [1311, 677, 1682, 700]
- story-headline: SHOT TO DEATH IN PITTSBURGH FIGHT: [1536, 105, 1662, 135]
- closing-line: MAIL EARLY!: [1153, 540, 1230, 555]
- dentures-icon: [1119, 863, 1264, 914]
- filler-text: ░░░░ ░░░ ░░░░ ░░░ ░░ ░░░░ ░░░ ░░░░ ░░░ ░░░ ░░░░ ░░░ ░░░░ ░░░ ░░░ ░░░░ ░░░ ░░░░ ░░░ ░░░ ░░░ ░░░░ ░░░ ░░ ░░░░ ░░░ ░░░░ ░░░ ░░░ ░░░: [1104, 939, 1279, 1018]
- filler-text: ░░░░ ░░░ ░░░░ ░░░ ░░ ░░░░ ░░░ ░░░░ ░░░ ░░░ ░░░░ ░░░ ░░░░ ░░░ ░░░ ░░░░ ░░░ ░░░░ ░░░ ░░░ ░░░ ░░░░ ░░░ ░░ ░░░░ ░░░ ░░░░ ░░░: [885, 1660, 1085, 1726]
- column-rule: [879, 95, 880, 2081]
- dentist-title: SURGEON DENTIST: [1443, 467, 1550, 480]
- ad-heading: Gunoe's Most Famous Medicinal Preparations: [1112, 1258, 1272, 1292]
- notice-heading: TAKE NOTICE! PAY RENT WEEKLY.: [78, 1014, 225, 1041]
- coupon-title: $10.00 -- This is a Cash Coupon -- $10.00: [1331, 358, 1661, 378]
- filler-text: ░░░░ ░░░ ░░░░ ░░░ ░░ ░░░░ ░░░ ░░░░ ░░░ ░░░ ░░░░ ░░░ ░░░░ ░░░ ░░░ ░░░░ ░░░: [1104, 1430, 1279, 1469]
- filler-text: ░░░░ ░░░ ░░░░ ░░░ ░░ ░░░░ ░░░ ░░░░ ░░░ ░░░ ░░░░ ░░░ ░░░░ ░░░ ░░░ ░░░░ ░░░ ░░░░ ░░░ ░░░ ░░░ ░░░░ ░░░ ░░ ░░░░ ░░░ ░░░░ ░░░ ░░░ ░░░: [262, 609, 451, 688]
- lab-address: 488 LENOX AVENUE: [1413, 1256, 1579, 1274]
- laundry-phone: Phone Bradhurst 4309: [1133, 572, 1250, 584]
- main-headline: Prejudice Hampers U. S. in Haiti: [461, 99, 674, 226]
- story-headline: FATAL MINE EXPLOSION.: [283, 1520, 430, 1534]
- filler-text: ░░░░ ░░░ ░░░░ ░░░ ░░ ░░░░ ░░░ ░░░░ ░░░ ░░░ ░░░░ ░░░ ░░░░ ░░░ ░░░ ░░░░ ░░░ ░░░░ ░░░ ░░░ ░░░ ░░░░ ░░░ ░░ ░░░░ ░░░ ░░░░ ░░░ ░░░ ░░░ ░░░░ ░░░ ░░░░ ░░░ ░░ ░░░░ ░░░ ░░░ ░░░░ ░░░ ░░░░ ░░░ ░░░░ ░░░ ░░ ░░░ ░░░░ ░░░ ░░░: [461, 1410, 674, 1515]
- story-headline: KY. INTERRACIAL COMMITTEE MEETS: [461, 1142, 674, 1185]
- filler-text: ░░░░ ░░░ ░░░░ ░░░ ░░ ░░░░ ░░░ ░░░░ ░░░ ░░░ ░░░░ ░░░ ░░░░ ░░░ ░░░ ░░░░ ░░░ ░░░░ ░░░ ░░░ ░░░ ░░░░ ░░░ ░░: [1318, 1223, 1674, 1249]
- classified-ad: ST. MARKS AVE., 487 (near Franklin)—Four nice rooms, electricity, reasonable rent. Call 1st floor right.: [53, 302, 250, 355]
- main-headline: Marriage Licenses Issued Last Week: [684, 99, 874, 201]
- story-headline: EXPLOSION KILLS GIRL.: [708, 1681, 851, 1695]
- ad-egan: [1298, 929, 1694, 1142]
- story-indianapolis: [1298, 95, 1488, 345]
- dentist-name: Dr. H. Polk: [1351, 1306, 1642, 1362]
- section-heading: Apt. for Rent. — Corona: [262, 694, 451, 716]
- column-rule: [679, 95, 680, 2081]
- dentures-icon: [1306, 761, 1494, 838]
- filler-text: ░░░░ ░░░ ░░░░ ░░░ ░░ ░░░░ ░░░ ░░░░ ░░░ ░░░ ░░░░ ░░░ ░░░░ ░░░ ░░░ ░░░░ ░░░ ░░░░ ░░░ ░░░ ░░░ ░░░░ ░░░ ░░ ░░░░ ░░░ ░░░░ ░░░ ░░░ ░░░ ░░░░ ░░░ ░░░░ ░░░ ░░ ░░░░ ░░░ ░░░ ░░░░ ░░░ ░░░░ ░░░ ░░░░ ░░░ ░░ ░░░ ░░░░ ░░░ ░░░ ░░░░ ░░░ ░░░ ░░░░ ░░░ ░░ ░░░░ ░░░ ░░░ ░░░░ ░░░ ░░░ ░░░░ ░░ ░░░ ░░░ ░░░░ ░░░ ░░░ ░░░░ ░░░ ░░░ ░░░ ░░░░ ░░ ░░░ ░░░░ ░░░ ░░░░ ░░░ ░░░ ░░░░ ░░░ ░░░ ░░░░ ░░░ ░░ ░░░░ ░░░ ░░░░ ░░░ ░░░ ░░░░ ░░░ ░░░ ░░░░ ░░░ ░░ ░░░ ░░░░ ░░░ ░░░ ░░░░ ░░░ ░░░ ░░░░ ░░░ ░░░ ░░░░ ░░ ░░░ ░░░░ ░░░ ░░░░ ░░░ ░░░ ░░░░ ░░ ░░░ ░░░░ ░░░ ░░░ ░░░░ ░░░ ░░░ ░░░░ ░░░ ░░ ░░░░ ░░░ ░░░ ░░░░ ░░░ ░░░ ░░░ ░░░░ ░░░ ░░░ ░░░░ ░░░ ░░░ ░░░░ ░░░ ░░░ ░░░░ ░░ ░░░ ░░░ ░░░░ ░░░ ░░░ ░░░░ ░░░ ░░░ ░░░ ░░░░ ░░░ ░░░ ░░░░ ░░░ ░░░ ░░░░ ░░░ ░░░ ░░░░ ░░ ░░░ ░░░ ░░░░ ░░░ ░░░ ░░░░ ░░░ ░░░ ░░░ ░░░░ ░░░ ░░░ ░░░░ ░░░ ░░░ ░░░░ ░░░ ░░░ ░░░░ ░░ ░░░ ░░░ ░░░░ ░░░ ░░░ ░░░░ ░░░ ░░░ ░░░ ░░░░ ░░░ ░░░ ░░░░ ░░░ ░░░ ░░░░ ░░░ ░░░ ░░░░ ░░ ░░░ ░░░ ░░░░ ░░░ ░░░ ░░░░ ░░░ ░░░ ░░░ ░░░░ ░░░ ░░░ ░░░░ ░░░ ░░░ ░░░░ ░░░ ░░░ ░░░░ ░░ ░░░ ░░░ ░░░░ ░░░ ░░░ ░░░░ ░░░: [885, 322, 1085, 835]
- column-news-haiti: [461, 95, 674, 2081]
- classified-ad: WAVERLY AVE., 419—Large furnished room for respectable person, reference. Sterling 2463 after 6.: [53, 120, 250, 173]
- story-pittsburgh: [1497, 95, 1695, 345]
- filler-text: ░░░░ ░░░ ░░░░ ░░░ ░░ ░░░░ ░░░ ░░░░ ░░░ ░░░ ░░░░ ░░░ ░░░░ ░░░ ░░░ ░░░░ ░░░ ░░░░ ░░░ ░░░ ░░░ ░░░░ ░░░ ░░ ░░░░ ░░░ ░░░░ ░░░ ░░░ ░░░ ░░░░ ░░░ ░░░░ ░░░ ░░ ░░░░ ░░░ ░░░ ░░░░ ░░░ ░░░░ ░░░ ░░░░ ░░░ ░░ ░░░ ░░░░ ░░░ ░░░ ░░░░ ░░░ ░░░ ░░░░ ░░░ ░░ ░░░░ ░░░ ░░░ ░░░░ ░░░ ░░░ ░░░░ ░░ ░░░ ░░░ ░░░░ ░░░ ░░░ ░░░░ ░░░ ░░░ ░░░ ░░░░ ░░ ░░░ ░░░░ ░░░ ░░░░ ░░░ ░░░ ░░░░ ░░░ ░░░ ░░░░ ░░░ ░░ ░░░░ ░░░ ░░░░ ░░░ ░░░ ░░░░ ░░░ ░░░ ░░░░ ░░░ ░░ ░░░ ░░░░ ░░░ ░░░ ░░░░ ░░░ ░░░ ░░░░ ░░░ ░░░ ░░░░ ░░ ░░░ ░░░░ ░░░ ░░░░ ░░░ ░░░ ░░░░ ░░ ░░░ ░░░░ ░░░ ░░░ ░░░░ ░░░ ░░░ ░░░░ ░░░ ░░ ░░░░ ░░░ ░░░ ░░░░ ░░░ ░░░ ░░░ ░░░░ ░░░ ░░░ ░░░░ ░░░ ░░░ ░░░░ ░░░ ░░░ ░░░░: [461, 829, 674, 1132]
- free-label: FREE: [1503, 764, 1686, 835]
- masthead: [53, 49, 1694, 94]
- dentist-established: ESTABLISHED OVER 12 YEARS: [1412, 494, 1580, 507]
- story-headline: WHITE MAN SLAIN IN ROW OVER NEGRO: [885, 1735, 1085, 1778]
- story-headline: FOUND DEAD IN ALLEY.: [498, 1523, 637, 1537]
- ad-dont-be-sick: [1096, 1040, 1288, 1240]
